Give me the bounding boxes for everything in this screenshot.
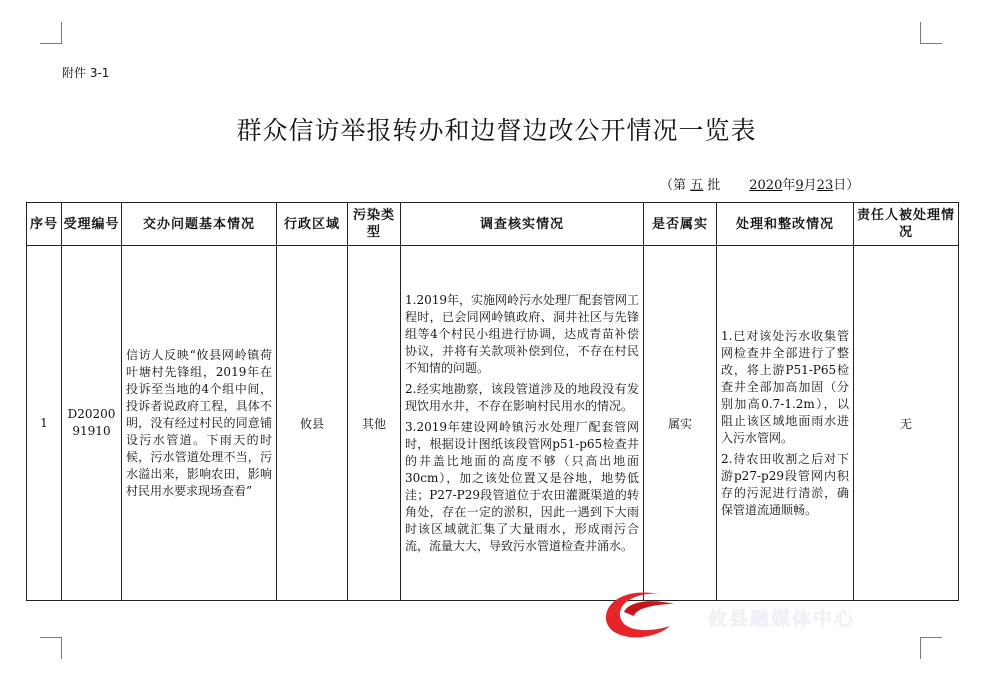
table-row bbox=[27, 246, 959, 601]
batch-day-word: 日） bbox=[833, 178, 860, 193]
crop-mark-tl-v bbox=[61, 22, 62, 44]
cell-seq: 1 bbox=[27, 246, 62, 601]
investigation-item: 2.经实地勘察，该段管道涉及的地段没有发现饮用水井，不存在影响村民用水的情况。 bbox=[405, 381, 639, 413]
cell-region: 攸县 bbox=[277, 246, 348, 601]
crop-mark-tr-v bbox=[920, 22, 921, 44]
header-pollution-type: 污染类型 bbox=[348, 203, 401, 246]
petition-table bbox=[26, 202, 959, 601]
rectification-item: 2.待农田收割之后对下游p27-p29段管网内积存的污泥进行清淤，确保管道流通顺畅。 bbox=[721, 451, 849, 517]
header-seq: 序号 bbox=[27, 203, 62, 246]
batch-word: 批 bbox=[707, 178, 721, 193]
header-responsible: 责任人被处理情况 bbox=[854, 203, 959, 246]
batch-number: 五 bbox=[690, 178, 704, 193]
rectification-item: 1.已对该处污水收集管网检查井全部进行了整改，将上游P51-P65检查井全部加高加固（分别加高0.7-1.2m），以阻止该区域地面雨水进入污水管网。 bbox=[721, 328, 849, 445]
cell-case-id: D2020091910 bbox=[62, 246, 122, 601]
investigation-item: 1.2019年，实施网岭污水处理厂配套管网工程时，已会同网岭镇政府、洞井社区与先锋组等4个村民小组进行协调，达成青苗补偿协议，并将有关款项补偿到位，不存在村民不知情的问题。 bbox=[405, 292, 639, 375]
page-title: 群众信访举报转办和边督边改公开情况一览表 bbox=[236, 116, 757, 145]
cell-pollution-type: 其他 bbox=[348, 246, 401, 601]
crop-mark-tl-h bbox=[40, 43, 62, 44]
batch-month: 9 bbox=[795, 178, 804, 193]
crop-mark-br-v bbox=[920, 637, 921, 659]
batch-info bbox=[660, 174, 859, 193]
crop-mark-bl-h bbox=[40, 637, 62, 638]
header-investigation: 调查核实情况 bbox=[401, 203, 644, 246]
batch-year-word: 年 bbox=[782, 178, 796, 193]
cell-responsible: 无 bbox=[854, 246, 959, 601]
header-verified: 是否属实 bbox=[644, 203, 717, 246]
batch-month-word: 月 bbox=[803, 178, 817, 193]
cell-issue bbox=[122, 246, 277, 601]
crop-mark-bl-v bbox=[61, 637, 62, 659]
header-rectification: 处理和整改情况 bbox=[717, 203, 854, 246]
header-case-id: 受理编号 bbox=[62, 203, 122, 246]
issue-text: 信访人反映“攸县网岭镇荷叶塘村先锋组，2019年在投诉至当地的4个组中间，投诉者说政府工程，具体不明，没有经过村民的同意铺设污水管道。下雨天的时候，污水管道处理不当，污水溢出来，影响农田，影响村民用水要求现场查看” bbox=[126, 347, 272, 498]
table-header-row bbox=[27, 203, 959, 246]
header-region: 行政区域 bbox=[277, 203, 348, 246]
attachment-label: 附件 3-1 bbox=[62, 66, 110, 80]
crop-mark-tr-h bbox=[920, 43, 942, 44]
batch-prefix: （第 bbox=[660, 178, 687, 193]
investigation-item: 3.2019年建设网岭镇污水处理厂配套管网时，根据设计图纸该段管网p51-p65检查井的井盖比地面的高度不够（只高出地面30cm），加之该处位置又是谷地，地势低洼；P27-P29段管道位于农田灌溉渠道的转角处，存在一定的淤积，因此一遇到下大雨时该区域就汇集了大量雨水，形成雨污合流，流量大大，导致污水管道检查井涌水。 bbox=[405, 419, 639, 553]
crop-mark-br-h bbox=[920, 637, 942, 638]
cell-verified: 属实 bbox=[644, 246, 717, 601]
media-center-logo-icon bbox=[600, 582, 680, 646]
watermark-text: 攸县融媒体中心 bbox=[708, 608, 856, 630]
header-issue: 交办问题基本情况 bbox=[122, 203, 277, 246]
batch-day: 23 bbox=[816, 178, 834, 193]
batch-year: 2020 bbox=[749, 178, 783, 193]
cell-investigation bbox=[401, 246, 644, 601]
cell-rectification bbox=[717, 246, 854, 601]
